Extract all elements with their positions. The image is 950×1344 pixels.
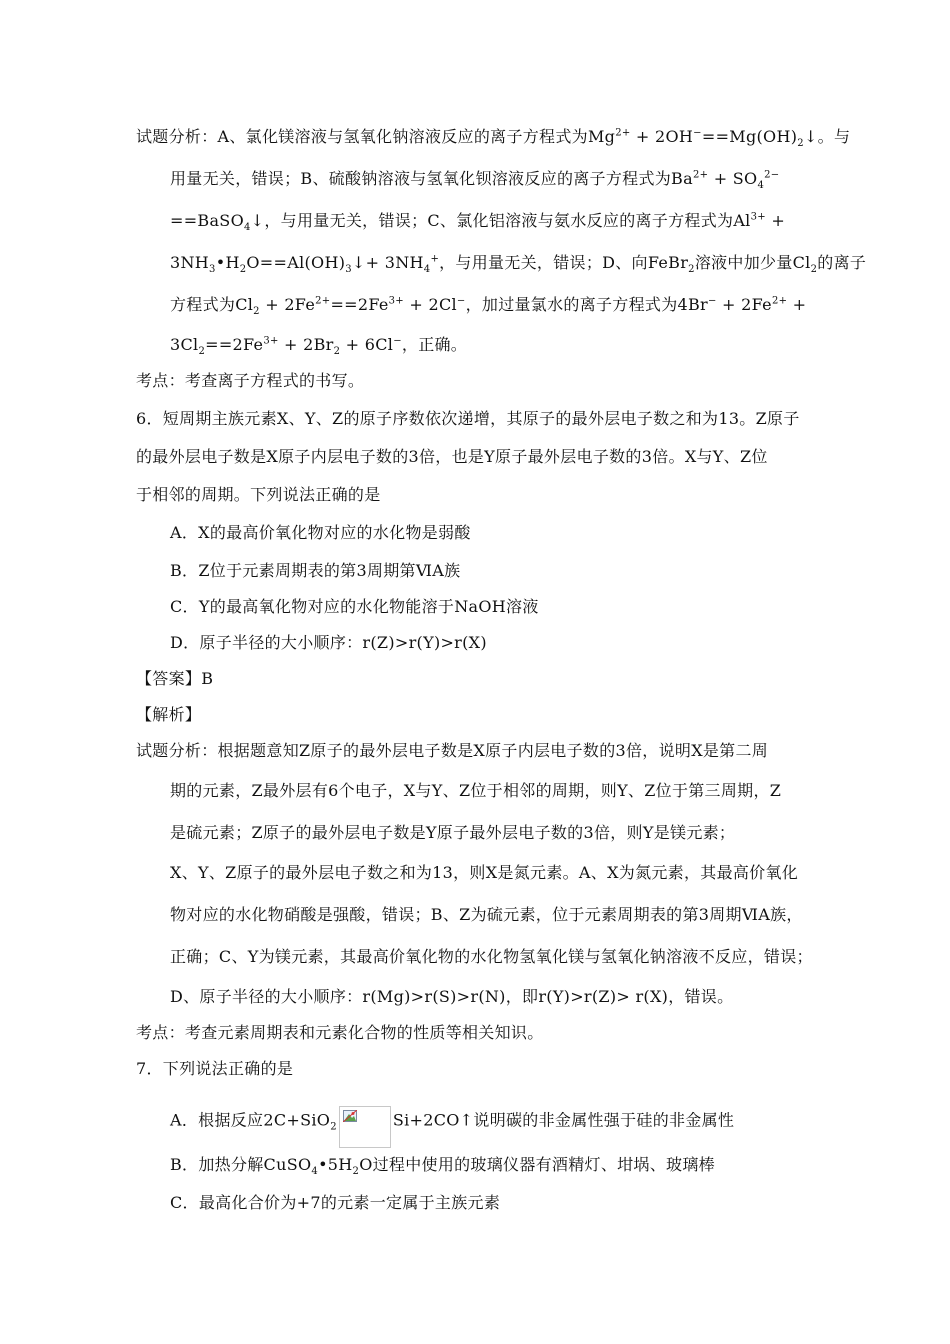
analysis5-line-2: 用量无关，错误；B、硫酸钠溶液与氢氧化钡溶液反应的离子方程式为$Ba^{2+} + SO_4^{2-}$ — [170, 169, 780, 192]
q6-analysis-line-6: 正确；C、Y为镁元素，其最高价氧化物的水化物氢氧化镁与氢氧化钠溶液不反应，错误； — [170, 947, 813, 966]
analysis5-line-5: 方程式为$Cl_2 + 2Fe^{2+}==2Fe^{3+} + 2Cl^-$，加过量氯水的离子方程式为$4Br^- + 2Fe^{2+}$ + — [170, 295, 807, 318]
q7-option-c: C．最高化合价为+7的元素一定属于主族元素 — [170, 1193, 501, 1212]
analysis5-line-3: ==BaSO$_4$↓，与用量无关，错误；C、氯化铝溶液与氨水反应的离子方程式为$Al^{3+}$ + — [170, 211, 786, 234]
reaction-condition-image — [339, 1106, 391, 1148]
q6-analysis-line-7: D、原子半径的大小顺序：r(Mg)>r(S)>r(N)，即r(Y)>r(Z)> r(X)，错误。 — [170, 987, 734, 1006]
analysis5-line-6: $3Cl_2==2Fe^{3+} + 2Br_2 + 6Cl^-$，正确。 — [170, 335, 468, 358]
broken-image-icon — [343, 1110, 357, 1122]
q6-stem-line-3: 于相邻的周期。下列说法正确的是 — [136, 485, 381, 504]
analysis5-line-1: 试题分析：A、氯化镁溶液与氢氧化钠溶液反应的离子方程式为$Mg^{2+}$ + $2OH^-==Mg(OH)_2↓$。与 — [136, 127, 851, 150]
q6-analysis-line-3: 是硫元素；Z原子的最外层电子数是Y原子最外层电子数的3倍，则Y是镁元素； — [170, 823, 736, 842]
q6-stem-line-2: 的最外层电子数是X原子内层电子数的3倍，也是Y原子最外层电子数的3倍。X与Y、Z位 — [136, 447, 768, 466]
q6-option-d: D．原子半径的大小顺序：r(Z)>r(Y)>r(X) — [170, 633, 487, 652]
q6-option-b: B．Z位于元素周期表的第3周期第ⅥA族 — [170, 561, 461, 580]
q6-analysis-line-2: 期的元素，Z最外层有6个电子，X与Y、Z位于相邻的周期，则Y、Z位于第三周期，Z — [170, 781, 782, 800]
q7-option-b: B．加热分解$CuSO_4•5H_2O$过程中使用的玻璃仪器有酒精灯、坩埚、玻璃棒 — [170, 1155, 715, 1178]
q6-option-a: A．X的最高价氧化物对应的水化物是弱酸 — [170, 523, 471, 542]
q6-analysis-line-4: X、Y、Z原子的最外层电子数之和为13，则X是氮元素。A、X为氮元素，其最高价氧化 — [170, 863, 799, 882]
q6-stem-line-1: 6．短周期主族元素X、Y、Z的原子序数依次递增，其原子的最外层电子数之和为13。Z原子 — [136, 409, 800, 428]
q7-option-a: A．根据反应2C+SiO$_2$ Si+2CO↑说明碳的非金属性强于硅的非金属性 — [170, 1100, 734, 1142]
q6-kaodian: 考点：考查元素周期表和元素化合物的性质等相关知识。 — [136, 1023, 544, 1042]
q6-answer: 【答案】B — [136, 669, 214, 688]
q6-analysis-line-1: 试题分析：根据题意知Z原子的最外层电子数是X原子内层电子数的3倍，说明X是第二周 — [136, 741, 769, 760]
q6-analysis-line-5: 物对应的水化物硝酸是强酸，错误；B、Z为硫元素，位于元素周期表的第3周期ⅥA族， — [170, 905, 803, 924]
analysis5-line-4: $3NH_3•H_2O==Al(OH)_3↓+ 3NH_4^+$，与用量无关，错误；D、向FeBr$_2$溶液中加少量$Cl_2$的离子 — [170, 253, 867, 276]
q7-stem: 7．下列说法正确的是 — [136, 1059, 294, 1078]
analysis5-kaodian: 考点：考查离子方程式的书写。 — [136, 371, 365, 390]
q6-option-c: C．Y的最高氧化物对应的水化物能溶于NaOH溶液 — [170, 597, 539, 616]
q6-analysis-heading: 【解析】 — [136, 705, 202, 724]
